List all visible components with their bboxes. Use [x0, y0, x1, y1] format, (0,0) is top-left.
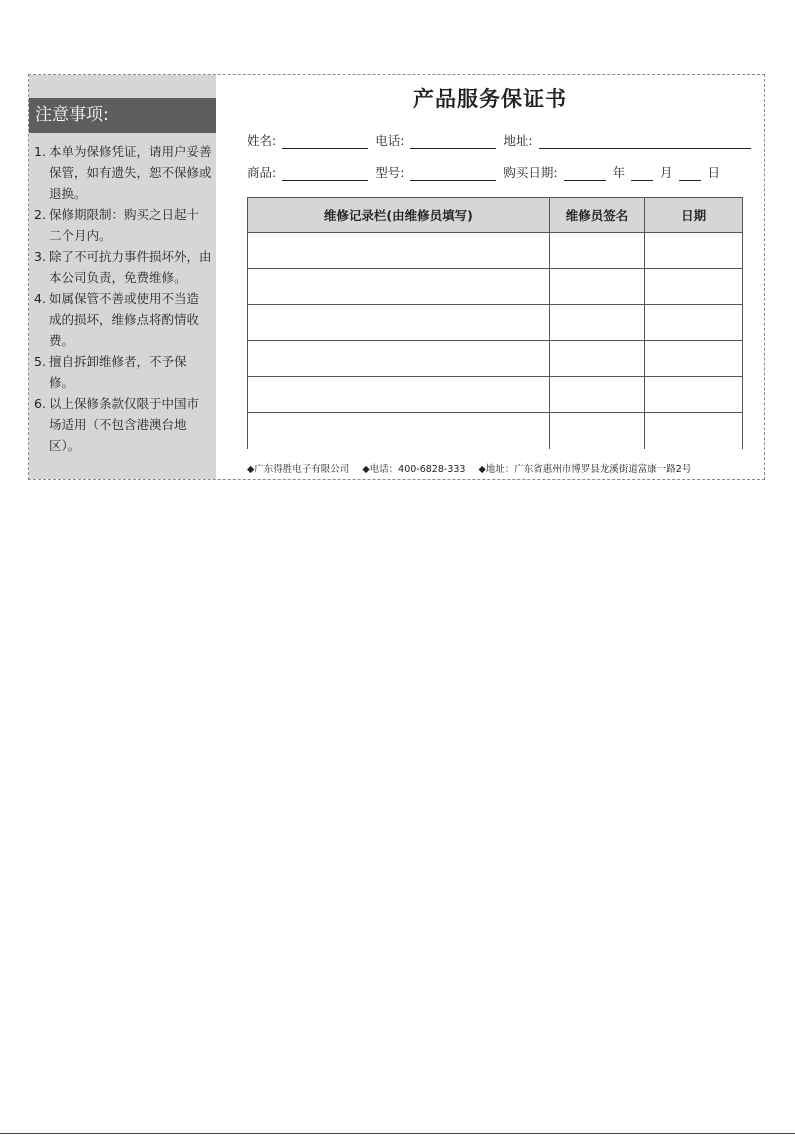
notice-item: 4. 如属保管不善或使用不当造成的损坏，维修点将酌情收费。: [34, 291, 200, 348]
table-row: [248, 413, 743, 450]
record-cell[interactable]: [248, 233, 550, 269]
table-row: [248, 233, 743, 269]
name-label: 姓名:: [247, 133, 277, 148]
date-cell[interactable]: [645, 341, 743, 377]
record-cell[interactable]: [248, 341, 550, 377]
table-row: [248, 377, 743, 413]
repair-record-table: [247, 197, 743, 449]
notice-item: 1. 本单为保修凭证，请用户妥善保管，如有遗失，恕不保修或退换。: [34, 144, 212, 201]
table-row: [248, 269, 743, 305]
day-label: 日: [707, 165, 721, 180]
record-cell[interactable]: [248, 305, 550, 341]
record-cell[interactable]: [248, 377, 550, 413]
purchase-date-label: 购买日期:: [503, 165, 558, 180]
warranty-card: [28, 74, 765, 480]
phone-field[interactable]: [410, 134, 496, 149]
date-cell[interactable]: [645, 377, 743, 413]
product-info-row: [247, 163, 720, 181]
footer-company: ◆广东得胜电子有限公司: [247, 464, 350, 475]
page-bottom-rule: [0, 1133, 795, 1134]
table-header-row: [248, 198, 743, 233]
table-row: [248, 305, 743, 341]
notice-list: [34, 141, 216, 456]
purchase-year-field[interactable]: [564, 166, 606, 181]
model-field[interactable]: [410, 166, 496, 181]
date-header: 日期: [645, 198, 743, 233]
month-label: 月: [660, 165, 673, 180]
signature-cell[interactable]: [549, 233, 645, 269]
purchase-month-field[interactable]: [631, 166, 653, 181]
date-cell[interactable]: [645, 269, 743, 305]
page-title: 产品服务保证书: [413, 87, 567, 111]
signature-cell[interactable]: [549, 377, 645, 413]
date-cell[interactable]: [645, 233, 743, 269]
record-cell[interactable]: [248, 269, 550, 305]
purchase-day-field[interactable]: [679, 166, 701, 181]
year-label: 年: [612, 165, 626, 180]
footer-address: ◆地址：广东省惠州市博罗县龙溪街道富康一路2号: [478, 464, 692, 475]
signature-cell[interactable]: [549, 269, 645, 305]
company-footer: [247, 461, 701, 475]
record-cell[interactable]: [248, 413, 550, 450]
customer-info-row: [247, 131, 754, 149]
notice-item: 5. 擅自拆卸维修者，不予保修。: [34, 354, 187, 390]
address-label: 地址:: [503, 133, 533, 148]
signature-cell[interactable]: [549, 413, 645, 450]
signature-cell[interactable]: [549, 305, 645, 341]
notice-item: 6. 以上保修条款仅限于中国市场适用（不包含港澳台地区）。: [34, 396, 200, 453]
table-row: [248, 341, 743, 377]
footer-phone: ◆电话：400-6828-333: [362, 464, 466, 475]
notice-item: 2. 保修期限制：购买之日起十二个月内。: [34, 207, 200, 243]
model-label: 型号:: [375, 165, 405, 180]
product-label: 商品:: [247, 165, 277, 180]
name-field[interactable]: [282, 134, 368, 149]
address-field[interactable]: [539, 134, 751, 149]
signature-cell[interactable]: [549, 341, 645, 377]
date-cell[interactable]: [645, 305, 743, 341]
repair-record-header: 维修记录栏(由维修员填写): [248, 198, 550, 233]
notice-panel: [29, 75, 216, 479]
phone-label: 电话:: [375, 133, 405, 148]
technician-signature-header: 维修员签名: [549, 198, 645, 233]
date-cell[interactable]: [645, 413, 743, 450]
product-field[interactable]: [282, 166, 368, 181]
notice-title: 注意事项:: [29, 98, 216, 133]
notice-item: 3. 除了不可抗力事件损坏外，由本公司负责，免费维修。: [34, 249, 212, 285]
